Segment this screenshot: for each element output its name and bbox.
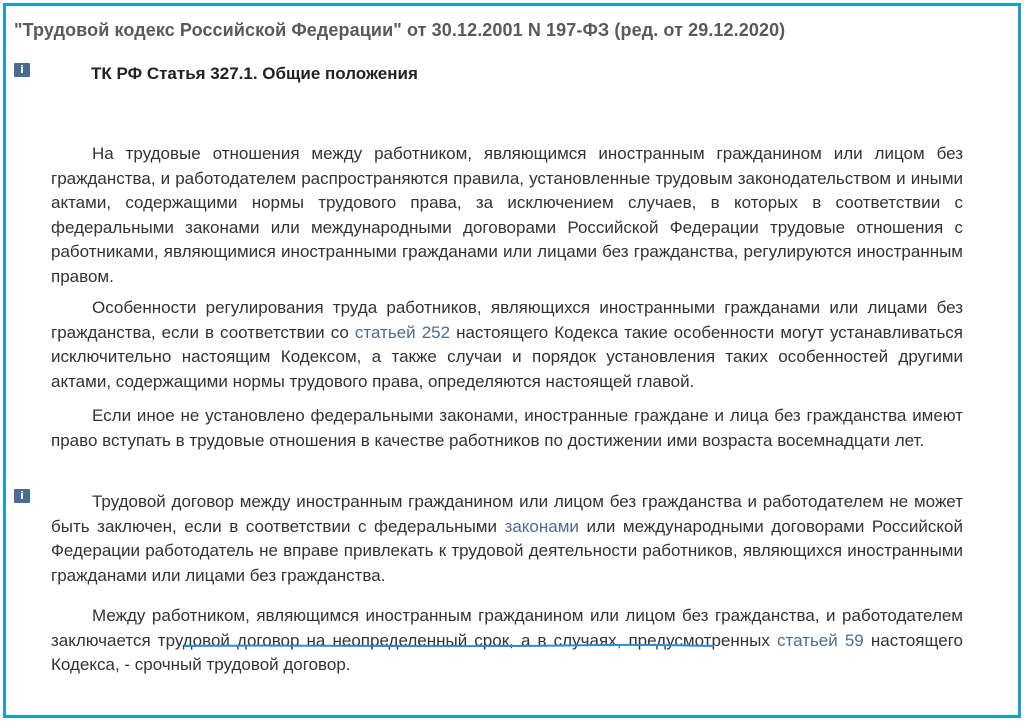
link-laws[interactable]: законами: [504, 516, 579, 536]
paragraph-2-text-before: Особенности регулирования труда работников, являющихся иностранными гражданами или лицами без гражданства, если в соответствии со: [51, 298, 963, 342]
paragraph-1: [51, 142, 963, 289]
link-article-252[interactable]: статьей 252: [354, 322, 451, 342]
paragraph-5-text-after: настоящего Кодекса, - срочный трудовой договор.: [51, 630, 964, 674]
highlighted-phrase: заключается трудовой договор на неопределенный срок, а: [51, 630, 531, 650]
paragraph-3-text: Если иное не установлено федеральными законами, иностранные граждане и лица без гражданства имеют право вступать в трудовые отношения в качестве работников по достижении ими возраста восемнадцати лет.: [51, 406, 963, 450]
paragraph-4-text-before: Трудовой договор между иностранным гражданином или лицом без гражданства и работодателем не может быть заключен, если в соответствии с федеральными: [51, 492, 963, 536]
handwritten-underline: [184, 643, 714, 649]
info-icon[interactable]: i: [14, 63, 30, 77]
paragraph-2: [51, 296, 963, 394]
info-icon[interactable]: i: [14, 489, 30, 503]
document-title: "Трудовой кодекс Российской Федерации" от 30.12.2001 N 197-ФЗ (ред. от 29.12.2020): [14, 20, 786, 40]
link-article-59[interactable]: статьей 59: [776, 630, 864, 650]
paragraph-5-text-before: Между работником, являющимся иностранным гражданином или лицом без гражданства, и работодателем: [92, 606, 963, 625]
paragraph-4-text-after: или международными договорами Российской Федерации работодатель не вправе привлекать к трудовой деятельности работников, являющихся иностранными гражданами или лицами без гражданства.: [51, 516, 963, 585]
article-heading: ТК РФ Статья 327.1. Общие положения: [91, 64, 418, 83]
paragraph-4: [51, 490, 963, 588]
paragraph-5-text-middle: в случаях, предусмотренных: [530, 630, 777, 650]
paragraph-1-text: На трудовые отношения между работником, являющимся иностранным гражданином или лицом без гражданства, и работодателем распространяются правила, установленные трудовым законодательством и иными актами, содержащими нормы трудового права, за исключением случаев, в которых в соответствии с федеральными законами или международными договорами Российской Федерации трудовые отношения с работниками, являющимися иностранными гражданами или лицами без гражданства, регулируются иностранным правом.: [51, 144, 963, 286]
paragraph-5: [51, 604, 963, 678]
paragraph-2-text-after: настоящего Кодекса такие особенности могут устанавливаться исключительно настоящим Кодексом, а также случаи и порядок установления таких особенностей другими актами, содержащими нормы трудового права, определяются настоящей главой.: [51, 322, 964, 391]
paragraph-3: [51, 404, 963, 453]
